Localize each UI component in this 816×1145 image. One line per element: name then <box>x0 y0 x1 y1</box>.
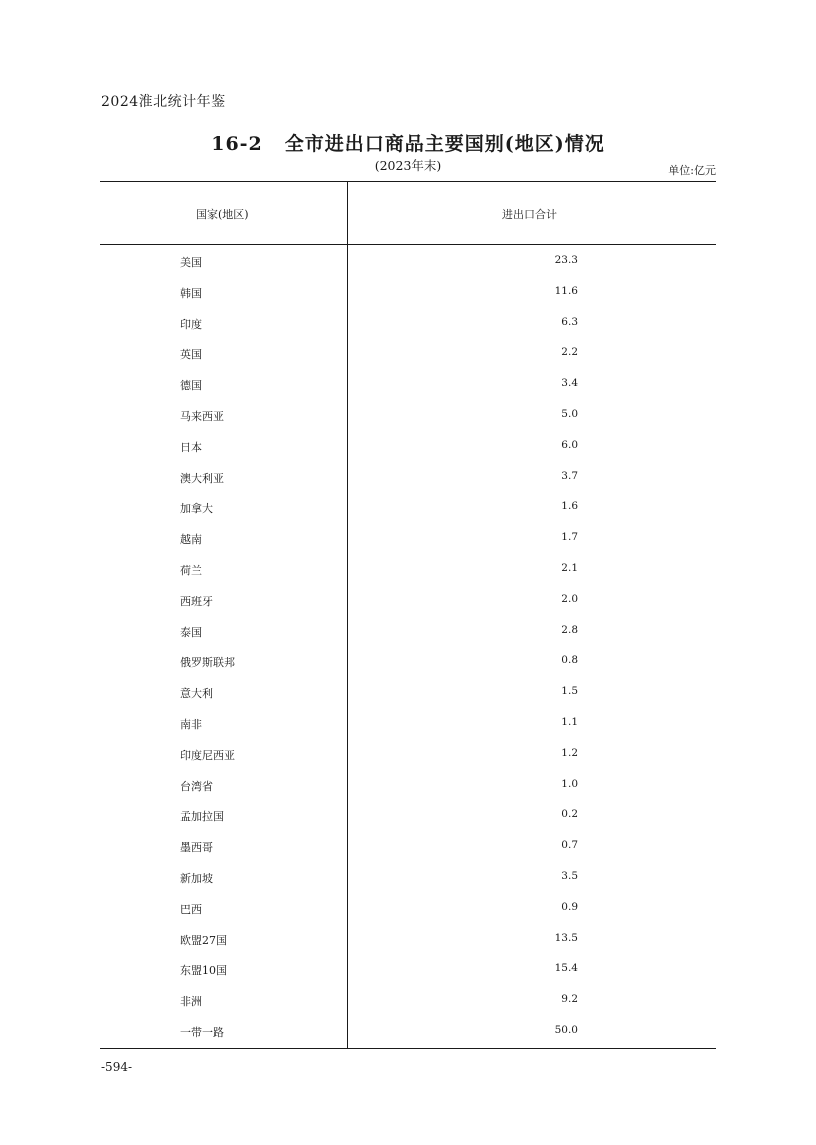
table-row <box>100 862 716 893</box>
table-row <box>100 431 716 462</box>
cell-country: 新加坡 <box>180 871 213 885</box>
table-title <box>0 129 816 156</box>
cell-country: 越南 <box>180 533 202 547</box>
data-table <box>100 181 716 1049</box>
cell-total: 23.3 <box>554 254 578 266</box>
header-total: 进出口合计 <box>502 208 557 221</box>
table-title-text: 全市进出口商品主要国别(地区)情况 <box>284 133 605 155</box>
cell-country: 泰国 <box>180 625 202 639</box>
cell-total: 1.6 <box>561 500 578 513</box>
table-number: 16-2 <box>211 133 263 155</box>
cell-total: 2.2 <box>561 346 578 359</box>
table-subtitle: (2023年末) <box>374 158 442 173</box>
table-row <box>100 492 716 523</box>
cell-country: 墨西哥 <box>180 841 213 855</box>
table-row <box>100 708 716 739</box>
cell-country: 一带一路 <box>180 1025 224 1039</box>
cell-total: 3.5 <box>561 869 578 882</box>
cell-country: 美国 <box>180 256 202 269</box>
cell-total: 5.0 <box>561 407 578 420</box>
table-row <box>100 677 716 708</box>
cell-country: 韩国 <box>180 286 202 300</box>
cell-total: 2.1 <box>561 561 578 574</box>
cell-country: 意大利 <box>180 687 213 701</box>
cell-total: 0.7 <box>561 839 578 852</box>
table-row <box>100 800 716 831</box>
table-row <box>100 369 716 400</box>
cell-country: 孟加拉国 <box>180 810 224 824</box>
cell-total: 2.0 <box>561 592 578 605</box>
table-row <box>100 338 716 369</box>
table-row <box>100 770 716 801</box>
page-number: -594- <box>101 1060 133 1074</box>
cell-total: 50.0 <box>554 1023 578 1036</box>
cell-total: 13.5 <box>554 931 578 944</box>
table-row <box>100 585 716 616</box>
cell-country: 东盟10国 <box>180 964 227 978</box>
running-head: 2024淮北统计年鉴 <box>101 94 226 110</box>
cell-total: 0.2 <box>561 808 578 821</box>
cell-country: 西班牙 <box>180 594 213 608</box>
unit-label: 单位:亿元 <box>668 164 716 177</box>
table-row <box>100 831 716 862</box>
table-row <box>100 985 716 1016</box>
cell-country: 台湾省 <box>180 779 213 793</box>
cell-country: 澳大利亚 <box>180 471 224 485</box>
cell-total: 0.9 <box>561 900 578 913</box>
table-row <box>100 1016 716 1047</box>
cell-total: 1.5 <box>561 685 578 698</box>
table-row <box>100 400 716 431</box>
cell-country: 荷兰 <box>180 563 202 577</box>
cell-total: 1.7 <box>561 531 578 544</box>
table-row <box>100 924 716 955</box>
cell-country: 马来西亚 <box>180 409 224 423</box>
cell-country: 英国 <box>180 348 202 362</box>
cell-total: 1.2 <box>561 746 578 759</box>
cell-total: 9.2 <box>561 993 578 1006</box>
cell-total: 6.3 <box>561 315 578 328</box>
table-row <box>100 646 716 677</box>
cell-country: 日本 <box>180 440 202 454</box>
cell-total: 2.8 <box>561 623 578 636</box>
header-country: 国家(地区) <box>196 208 249 221</box>
cell-country: 俄罗斯联邦 <box>180 656 235 670</box>
table-row <box>100 277 716 308</box>
cell-total: 3.7 <box>561 469 578 482</box>
table-header <box>100 182 716 245</box>
cell-total: 0.8 <box>561 654 578 667</box>
cell-total: 6.0 <box>561 438 578 451</box>
table-row <box>100 616 716 647</box>
table-row <box>100 523 716 554</box>
table-row <box>100 893 716 924</box>
cell-country: 南非 <box>180 717 202 731</box>
table-body <box>100 246 716 1047</box>
table-row <box>100 246 716 277</box>
cell-total: 15.4 <box>554 962 578 975</box>
cell-total: 1.1 <box>561 715 578 728</box>
cell-country: 德国 <box>180 379 202 393</box>
cell-total: 3.4 <box>561 377 578 390</box>
cell-total: 11.6 <box>554 284 578 297</box>
cell-country: 印度 <box>180 317 202 331</box>
table-row <box>100 308 716 339</box>
table-row <box>100 554 716 585</box>
cell-country: 非洲 <box>180 995 202 1009</box>
table-row <box>100 954 716 985</box>
cell-country: 欧盟27国 <box>180 933 227 947</box>
cell-country: 印度尼西亚 <box>180 748 235 762</box>
table-row <box>100 739 716 770</box>
table-row <box>100 462 716 493</box>
cell-country: 巴西 <box>180 902 202 916</box>
cell-total: 1.0 <box>561 777 578 790</box>
cell-country: 加拿大 <box>180 502 213 516</box>
